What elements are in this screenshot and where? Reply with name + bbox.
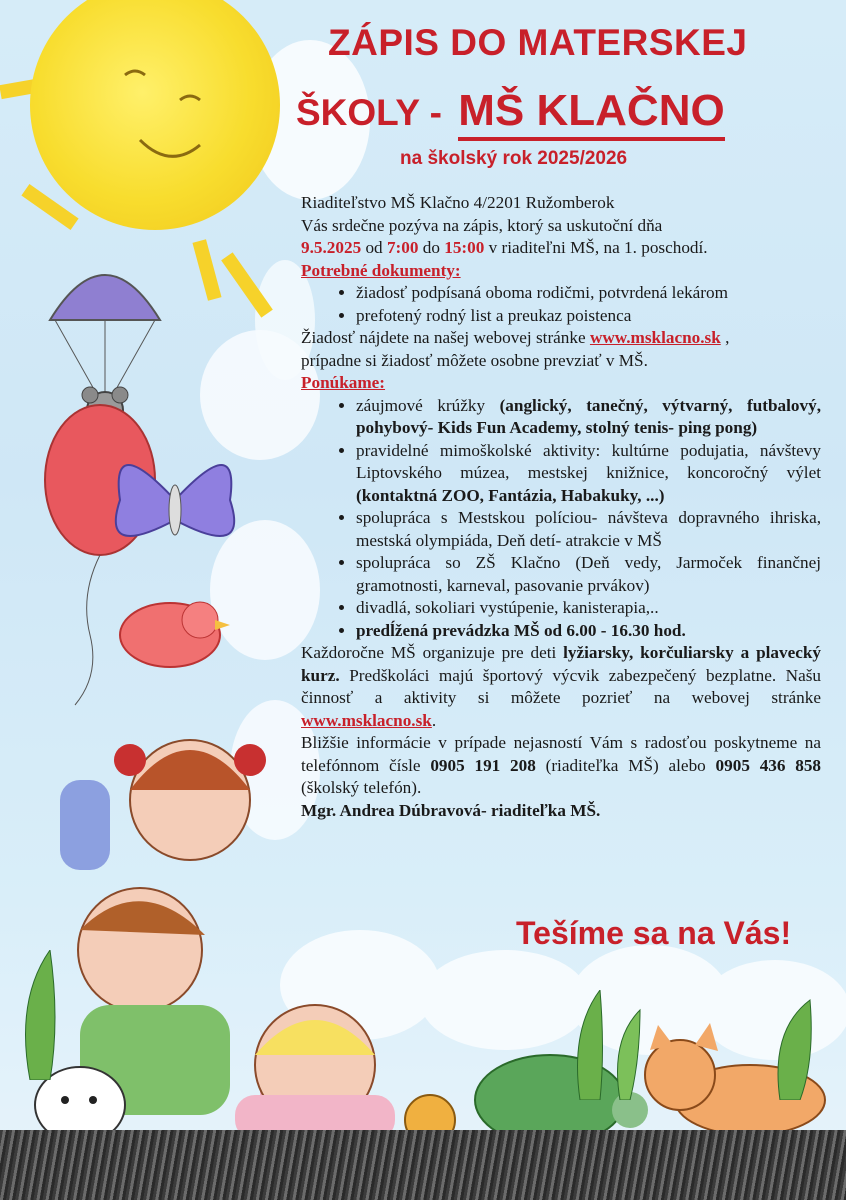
website-link[interactable]: www.msklacno.sk	[301, 710, 432, 730]
sun-ray	[192, 239, 221, 301]
item-bold: predĺžená prevádzka MŠ od 6.00 - 16.30 hod.	[356, 620, 686, 640]
list-item: • divadlá, sokoliari vystúpenie, kanisterapia,..	[356, 597, 821, 620]
item-bold: (anglický, tanečný, výtvarný, futbalový, pohybový- Kids Fun Academy, stolný tenis- ping pong)	[356, 395, 821, 437]
info-text: Bližšie informácie v prípade nejasností Vám s radosťou poskytneme na telefónnom čísle	[301, 733, 821, 775]
closing-text: Tešíme sa na Vás!	[516, 915, 792, 951]
phone-school: 0905 436 858	[715, 755, 822, 775]
plants-illustration	[10, 950, 100, 1080]
to-word: do	[422, 238, 440, 257]
list-item	[356, 440, 821, 508]
ground	[0, 1130, 846, 1200]
documents-note	[301, 327, 821, 350]
documents-note-line2: prípadne si žiadosť môžete osobne prevziať v MŠ.	[301, 350, 648, 370]
info-bold: lyžiarsky, korčuliarsky a plavecký kurz.	[301, 643, 822, 685]
documents-heading: Potrebné dokumenty:	[301, 260, 461, 280]
time-to: 15:00	[444, 238, 485, 257]
list-item: • spolupráca so ZŠ Klačno (Deň vedy, Jarmoček finančnej gramotnosti, karneval, pasovanie prvákov)	[356, 552, 821, 597]
note-punctuation: ,	[725, 328, 730, 347]
documents-list	[301, 282, 821, 327]
item-bold: (kontaktná ZOO, Fantázia, Habakuky, ...)	[356, 485, 665, 505]
phone-director: 0905 191 208	[430, 755, 536, 775]
body-text	[301, 192, 821, 822]
item-text: pravidelné mimoškolské aktivity: kultúrne podujatia, návštevy Liptovského múzea, mestskej knižnice, koncoročný výlet	[356, 440, 821, 482]
page-title-line2	[296, 86, 725, 136]
info-paragraph-2	[301, 732, 821, 800]
intro-line1: Riaditeľstvo MŠ Klačno 4/2201 Ružomberok	[301, 193, 615, 212]
page-title-line1: ZÁPIS DO MATERSKEJ	[328, 22, 748, 63]
info-paragraph-1	[301, 642, 821, 732]
event-place: v riaditeľni MŠ, na 1. poschodí.	[488, 238, 708, 257]
info-text: Každoročne MŠ organizuje pre deti	[301, 643, 557, 662]
sun-face-icon	[30, 0, 280, 230]
info-text: Predškoláci majú športový výcvik zabezpečený bezplatne. Našu činnosť a aktivity si môžete pozrieť na webovej stránke	[301, 665, 822, 707]
bird-illustration	[100, 580, 240, 690]
info-punctuation: .	[431, 710, 437, 730]
butterfly-illustration	[100, 440, 250, 580]
sun-illustration	[30, 0, 280, 230]
list-item	[356, 395, 821, 440]
list-item: • žiadosť podpísaná oboma rodičmi, potvrdená lekárom	[356, 282, 821, 305]
event-date: 9.5.2025	[301, 238, 362, 257]
item-text: záujmové krúžky	[356, 395, 486, 415]
offer-list	[301, 395, 821, 643]
list-item: • spolupráca s Mestskou políciou- návšteva dopravného ihriska, mestská olympiáda, Deň detí- atrakcie v MŠ	[356, 507, 821, 552]
list-item: • prefotený rodný list a preukaz poistenca	[356, 305, 821, 328]
title-highlight: MŠ KLAČNO	[458, 86, 724, 141]
list-item	[356, 620, 821, 643]
website-link[interactable]: www.msklacno.sk	[589, 328, 721, 347]
page-subtitle: na školský rok 2025/2026	[400, 148, 628, 169]
note-text: Žiadosť nájdete na našej webovej stránke	[301, 328, 586, 347]
time-from: 7:00	[386, 238, 419, 257]
info-text: (riaditeľka MŠ) alebo	[545, 755, 706, 775]
from-word: od	[365, 238, 383, 257]
intro-line2: Vás srdečne pozýva na zápis, ktorý sa uskutoční dňa	[301, 215, 663, 235]
title-prefix: ŠKOLY -	[296, 92, 442, 133]
intro-line3	[301, 237, 821, 260]
plants-illustration	[560, 990, 840, 1100]
signature: Mgr. Andrea Dúbravová- riaditeľka MŠ.	[301, 800, 601, 820]
offer-heading: Ponúkame:	[301, 373, 386, 392]
info-text: (školský telefón).	[301, 778, 422, 797]
